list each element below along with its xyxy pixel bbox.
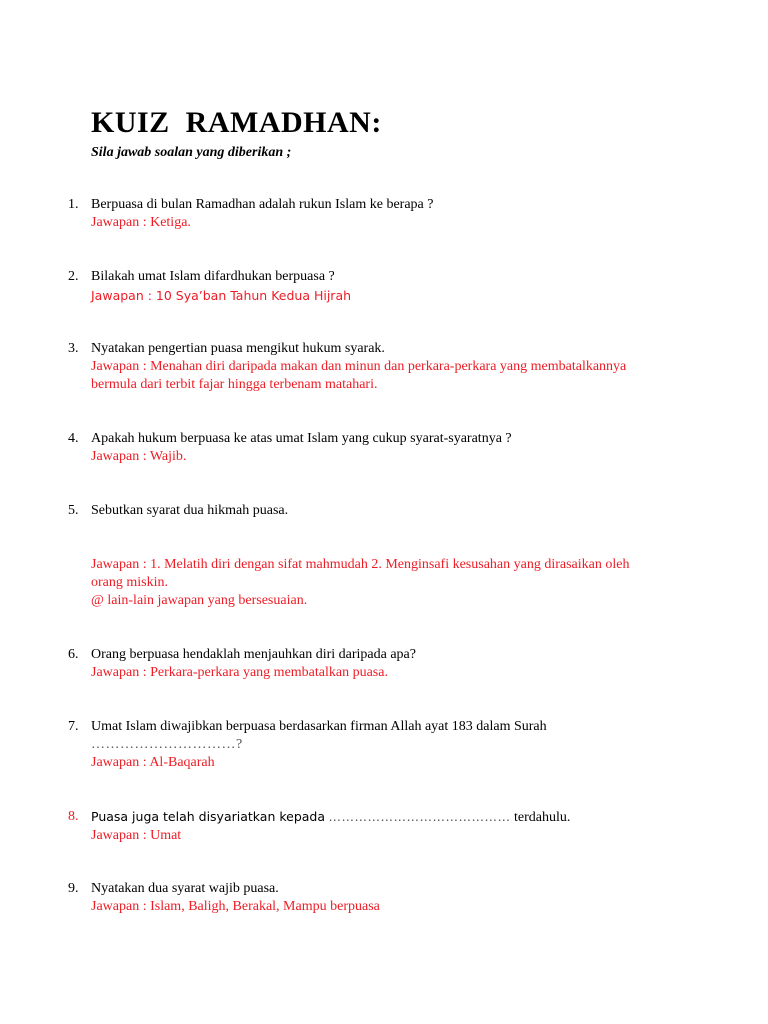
answer xyxy=(91,664,711,682)
question-text: Umat Islam diwajibkan berpuasa berdasarkan firman Allah ayat 183 dalam Surah xyxy=(91,719,547,734)
question-text: Orang berpuasa hendaklah menjauhkan diri daripada apa? xyxy=(91,647,416,662)
blank-dots: …………………………………… xyxy=(328,809,511,824)
answer xyxy=(91,214,711,232)
question-text: Berpuasa di bulan Ramadhan adalah rukun Islam ke berapa ? xyxy=(91,197,434,212)
answer xyxy=(91,827,711,845)
answer xyxy=(91,556,711,610)
question-text: Bilakah umat Islam difardhukan berpuasa ? xyxy=(91,269,335,284)
question-text-part: terdahulu. xyxy=(514,810,571,825)
question-text: Nyatakan pengertian puasa mengikut hukum syarak. xyxy=(91,341,385,356)
question-text: Apakah hukum berpuasa ke atas umat Islam yang cukup syarat-syaratnya ? xyxy=(91,431,512,446)
answer-line: Jawapan : Ketiga. xyxy=(91,215,191,230)
question-number: 2. xyxy=(68,269,79,284)
answer-line: Jawapan : Menahan diri daripada makan dan minun dan perkara-perkara yang membatalkannya xyxy=(91,359,627,374)
question-text xyxy=(91,808,711,827)
answer xyxy=(91,448,711,466)
answer xyxy=(91,754,711,772)
blank-dots: …………………………? xyxy=(91,737,243,752)
answer-line: bermula dari terbit fajar hingga terbenam matahari. xyxy=(91,377,378,392)
question-number: 7. xyxy=(68,719,79,734)
answer-line: @ lain-lain jawapan yang bersesuaian. xyxy=(91,593,308,608)
answer-line: Jawapan : 1. Melatih diri dengan sifat mahmudah 2. Menginsafi kesusahan yang dirasaikan oleh xyxy=(91,557,630,572)
answer xyxy=(91,898,711,916)
page-title: KUIZ RAMADHAN: xyxy=(91,106,382,139)
answer-line: Jawapan : Umat xyxy=(91,828,182,843)
question-number: 9. xyxy=(68,881,79,896)
answer-line: Jawapan : Perkara-perkara yang membatalkan puasa. xyxy=(91,665,388,680)
answer-line: Jawapan : Islam, Baligh, Berakal, Mampu berpuasa xyxy=(91,899,380,914)
question-number: 5. xyxy=(68,503,79,518)
question-number: 6. xyxy=(68,647,79,662)
instructions: Sila jawab soalan yang diberikan ; xyxy=(91,145,292,160)
question-number: 8. xyxy=(68,809,79,824)
answer-line: Jawapan : Wajib. xyxy=(91,449,187,464)
question-number: 1. xyxy=(68,197,79,212)
question-text-part: Puasa juga telah disyariatkan kepada xyxy=(91,809,326,824)
question-number: 3. xyxy=(68,341,79,356)
answer-line: Jawapan : 10 Sya’ban Tahun Kedua Hijrah xyxy=(91,288,352,303)
question-text: Sebutkan syarat dua hikmah puasa. xyxy=(91,503,289,518)
question-number: 4. xyxy=(68,431,79,446)
answer-line: Jawapan : Al-Baqarah xyxy=(91,755,215,770)
answer xyxy=(91,358,711,394)
answer xyxy=(91,287,711,305)
question-text: Nyatakan dua syarat wajib puasa. xyxy=(91,881,279,896)
answer-line: orang miskin. xyxy=(91,575,168,590)
